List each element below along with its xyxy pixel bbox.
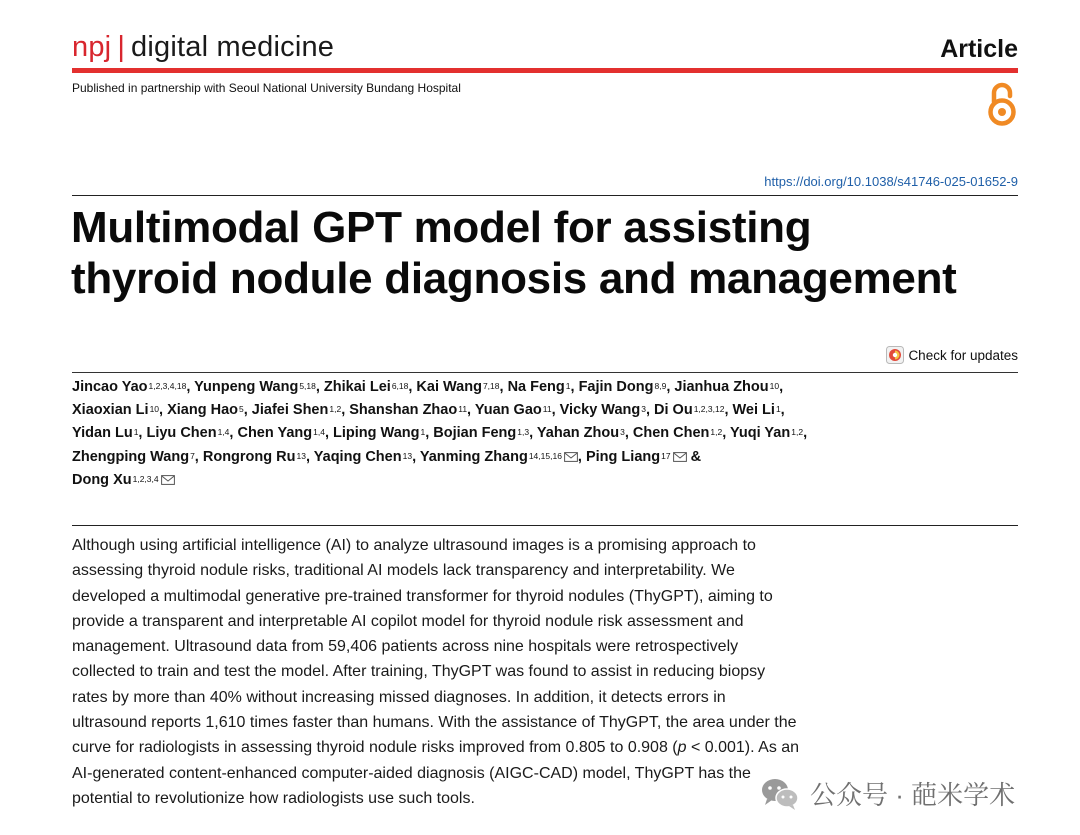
masthead-red-rule: [72, 68, 1018, 73]
author-affiliation: 17: [661, 450, 671, 461]
author-name[interactable]: [674, 379, 779, 395]
author-name[interactable]: [167, 402, 244, 418]
author-affiliation: 1,4: [217, 427, 230, 438]
author-name-text: Bojian Feng: [433, 425, 517, 442]
author-affiliation: 3: [641, 404, 646, 415]
author-name-text: Yuan Gao: [474, 402, 542, 419]
author-name-text: Yanming Zhang: [419, 448, 528, 465]
author-name-text: Rongrong Ru: [202, 448, 296, 465]
author-affiliation: 6,18: [391, 381, 409, 391]
author-affiliation: 5: [239, 404, 244, 415]
abstract-line: potential to revolutionize how radiologists use such tools.: [72, 789, 475, 807]
author-separator: ,: [666, 379, 671, 395]
author-name[interactable]: [633, 425, 722, 441]
author-separator: ,: [408, 379, 413, 395]
check-for-updates-button[interactable]: [886, 346, 1018, 364]
author-name[interactable]: [237, 425, 325, 441]
author-name[interactable]: [72, 379, 186, 395]
author-separator: ,: [624, 425, 629, 442]
author-separator: ,: [570, 379, 575, 395]
author-affiliation: 13: [402, 450, 413, 461]
author-name-text: Jincao Yao: [72, 379, 148, 395]
author-separator: ,: [243, 402, 248, 419]
author-name[interactable]: [252, 402, 341, 418]
author-name-text: Liyu Chen: [146, 425, 217, 442]
author-name-text: Yidan Lu: [72, 425, 133, 442]
title-line: thyroid nodule diagnosis and management: [71, 254, 957, 303]
abstract-line: ultrasound reports 1,610 times faster than humans. With the assistance of ThyGPT, the area under the: [72, 714, 797, 732]
author-name[interactable]: [72, 402, 159, 418]
author-name-text: Shanshan Zhao: [349, 402, 458, 419]
author-separator: ,: [803, 425, 808, 442]
author-line: [72, 399, 1022, 422]
author-affiliation: 1,4: [313, 427, 325, 438]
abstract-line: developed a multimodal generative pre-trained transformer for thyroid nodules (ThyGPT), aiming to: [72, 587, 773, 605]
author-name-text: Xiang Hao: [167, 402, 238, 419]
title-line: Multimodal GPT model for assisting: [71, 203, 812, 252]
author-name[interactable]: [508, 379, 571, 395]
author-affiliation: 13: [296, 450, 306, 461]
author-name[interactable]: [194, 379, 316, 395]
author-name[interactable]: [420, 449, 578, 465]
abstract-line: AI-generated content-enhanced computer-aided diagnosis (AIGC-CAD) model, ThyGPT has the: [72, 764, 751, 782]
abstract-rule: [72, 525, 1018, 526]
author-separator: ,: [138, 425, 143, 442]
partnership-note: Published in partnership with Seoul National University Bundang Hospital: [72, 81, 461, 95]
author-separator: ,: [324, 425, 329, 442]
author-affiliation: 1: [565, 381, 571, 391]
author-name[interactable]: [433, 425, 529, 441]
title-rule: [72, 195, 1018, 196]
author-separator: ,: [194, 448, 199, 465]
author-name-text: Jiafei Shen: [251, 402, 329, 419]
author-line: [72, 469, 1022, 492]
author-name[interactable]: [72, 425, 138, 441]
author-affiliation: 1,2: [329, 404, 342, 415]
author-separator: ,: [724, 402, 729, 419]
author-separator: ,: [779, 379, 784, 395]
author-affiliation: 7,18: [482, 381, 500, 391]
author-separator: ,: [780, 402, 785, 419]
author-name[interactable]: [72, 472, 175, 488]
author-affiliation: 1: [775, 404, 781, 415]
author-name-text: Vicky Wang: [559, 402, 641, 419]
author-name-text: Kai Wang: [416, 379, 482, 395]
author-name[interactable]: [475, 402, 552, 418]
author-name[interactable]: [654, 402, 724, 418]
journal-name: digital medicine: [131, 31, 335, 63]
abstract-line: provide a transparent and interpretable AI copilot model for thyroid nodule risk assessment and: [72, 612, 744, 630]
author-separator: ,: [425, 425, 430, 442]
author-name[interactable]: [733, 402, 781, 418]
abstract: [72, 533, 872, 811]
author-name-text: Yunpeng Wang: [194, 379, 299, 395]
author-separator: ,: [577, 448, 582, 465]
author-name-text: Dong Xu: [72, 471, 132, 488]
author-affiliation: 10: [769, 381, 780, 391]
abstract-line: Although using artificial intelligence (AI) to analyze ultrasound images is a promising approach to: [72, 537, 756, 554]
doi-link[interactable]: https://doi.org/10.1038/s41746-025-01652-9: [764, 174, 1018, 189]
author-affiliation: 1,2,3,4,18: [148, 381, 187, 391]
author-name[interactable]: [537, 425, 625, 441]
email-icon[interactable]: [673, 452, 687, 462]
author-name-text: Wei Li: [732, 402, 775, 419]
author-affiliation: 3: [620, 427, 625, 438]
author-name[interactable]: [314, 449, 412, 465]
journal-separator: |: [117, 31, 126, 63]
author-name-text: Yaqing Chen: [313, 448, 402, 465]
author-separator: ,: [499, 379, 504, 395]
author-separator: ,: [315, 379, 320, 395]
author-name[interactable]: [203, 449, 306, 465]
author-line: [72, 422, 1022, 445]
author-name-text: Jianhua Zhou: [674, 379, 769, 395]
author-name-text: Yuqi Yan: [730, 425, 791, 442]
wechat-watermark: [760, 775, 1015, 812]
author-affiliation: 11: [458, 404, 468, 415]
email-icon[interactable]: [564, 452, 578, 462]
author-separator: ,: [412, 448, 417, 465]
author-affiliation: 1,2,3,4: [132, 473, 159, 484]
author-separator: &: [686, 448, 702, 465]
author-name[interactable]: [579, 379, 667, 395]
check-updates-icon: [886, 346, 904, 364]
author-affiliation: 11: [542, 404, 552, 415]
email-icon[interactable]: [161, 475, 175, 485]
author-name[interactable]: [349, 402, 467, 418]
journal-masthead: [72, 29, 334, 65]
author-name-text: Liping Wang: [333, 425, 420, 442]
author-name-text: Chen Yang: [237, 425, 313, 442]
author-separator: ,: [229, 425, 234, 442]
author-affiliation: 1: [420, 427, 426, 438]
author-separator: ,: [722, 425, 727, 442]
author-name[interactable]: [324, 379, 408, 395]
authors-rule: [72, 372, 1018, 373]
open-access-icon: [984, 80, 1020, 128]
author-affiliation: 10: [149, 404, 160, 415]
author-affiliation: 7: [190, 450, 195, 461]
author-separator: ,: [529, 425, 534, 442]
author-name[interactable]: [560, 402, 646, 418]
author-line: [72, 446, 1022, 469]
author-affiliation: 14,15,16: [528, 450, 562, 461]
journal-npj: npj: [72, 31, 112, 63]
abstract-line: assessing thyroid nodule risks, traditional AI models lack transparency and interpretability. We: [72, 562, 735, 580]
wechat-icon: [760, 776, 800, 812]
abstract-line: management. Ultrasound data from 59,406 patients across nine hospitals were retrospectively: [72, 638, 739, 656]
author-name-text: Yahan Zhou: [536, 425, 620, 442]
author-affiliation: 8,9: [654, 381, 667, 391]
author-affiliation: 5,18: [299, 381, 316, 391]
author-name-text: Zhikai Lei: [323, 379, 391, 395]
article-type-label: Article: [940, 35, 1018, 63]
watermark-text: 公众号 · 葩米学术: [810, 780, 1016, 810]
author-name[interactable]: [333, 425, 425, 441]
author-name-text: Xiaoxian Li: [72, 402, 149, 419]
author-separator: ,: [159, 402, 164, 419]
p-value-symbol: p: [677, 739, 687, 757]
author-name-text: Di Ou: [654, 402, 693, 419]
author-name-text: Fajin Dong: [578, 379, 654, 395]
author-affiliation: 1,2: [791, 427, 804, 438]
author-name[interactable]: [416, 379, 499, 395]
check-updates-label: Check for updates: [908, 347, 1018, 363]
author-name-text: Chen Chen: [632, 425, 710, 442]
author-list: [72, 376, 1022, 492]
author-name[interactable]: [72, 449, 195, 465]
abstract-line: collected to train and test the model. After training, ThyGPT was found to assist in reducing biopsy: [72, 663, 766, 681]
abstract-line: curve for radiologists in assessing thyroid nodule risks improved from 0.805 to 0.908 (p < 0.001). As an: [72, 739, 800, 757]
author-separator: ,: [305, 448, 310, 465]
author-name-text: Ping Liang: [585, 448, 661, 465]
author-affiliation: 1,2: [710, 427, 723, 438]
author-separator: ,: [645, 402, 650, 419]
article-title: [71, 202, 1031, 304]
author-name[interactable]: [146, 425, 229, 441]
author-name[interactable]: [730, 425, 803, 441]
author-affiliation: 1,3: [517, 427, 530, 438]
abstract-line: rates by more than 40% without increasing missed diagnoses. In addition, it detects errors in: [72, 688, 726, 706]
author-separator: ,: [467, 402, 472, 419]
author-name[interactable]: [586, 449, 687, 465]
author-separator: ,: [551, 402, 556, 419]
author-affiliation: 1: [133, 427, 139, 438]
author-name-text: Zhengping Wang: [72, 448, 190, 465]
author-separator: ,: [186, 379, 191, 395]
author-name-text: Na Feng: [507, 379, 565, 395]
author-affiliation: 1,2,3,12: [693, 404, 725, 415]
author-separator: ,: [341, 402, 346, 419]
author-line: [72, 376, 1022, 399]
